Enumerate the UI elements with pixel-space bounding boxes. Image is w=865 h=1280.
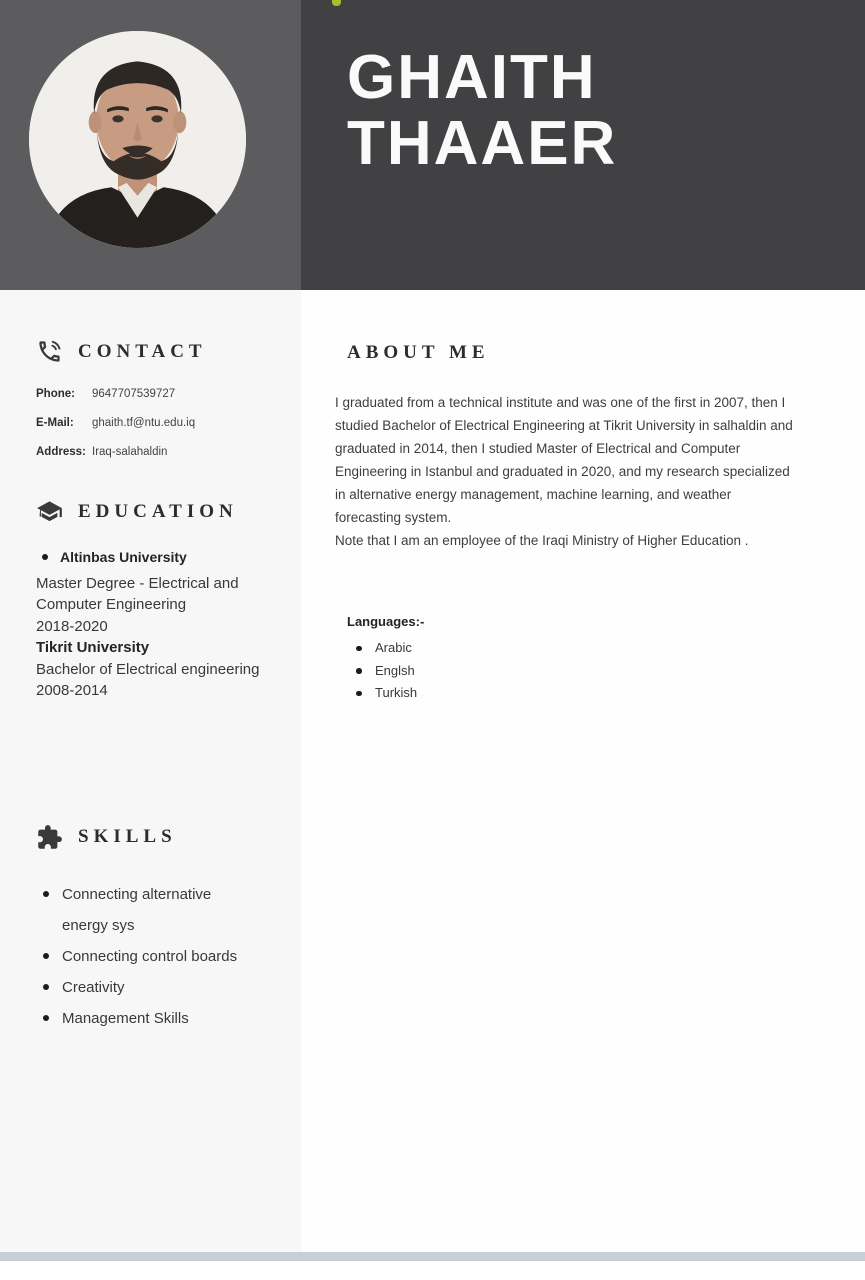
email-label: E-Mail: bbox=[36, 417, 74, 429]
education-degree: Bachelor of Electrical engineering bbox=[36, 660, 260, 678]
first-name: GHAITH bbox=[347, 43, 597, 112]
person-name bbox=[347, 45, 617, 177]
contact-row-email bbox=[36, 417, 281, 429]
last-name: THAAER bbox=[347, 109, 618, 178]
sidebar bbox=[0, 290, 301, 1252]
below-page-area bbox=[0, 1261, 865, 1280]
education-title: EDUCATION bbox=[78, 500, 238, 522]
language-item: Turkish bbox=[347, 682, 805, 705]
skill-item: Connecting alternative energy sys bbox=[36, 879, 241, 941]
education-entry bbox=[36, 637, 288, 702]
education-entry bbox=[36, 547, 288, 637]
about-section bbox=[335, 342, 805, 552]
graduation-cap-icon bbox=[36, 498, 63, 525]
puzzle-icon bbox=[36, 824, 63, 851]
education-list bbox=[36, 547, 288, 702]
skills-title: SKILLS bbox=[78, 826, 177, 847]
contact-heading bbox=[36, 338, 281, 365]
languages-title: Languages:- bbox=[347, 614, 425, 629]
address-value: Iraq-salahaldin bbox=[92, 446, 168, 458]
skills-section bbox=[36, 824, 281, 1034]
education-section bbox=[36, 498, 281, 702]
skill-item: Management Skills bbox=[36, 1003, 241, 1034]
email-value: ghaith.tf@ntu.edu.iq bbox=[92, 417, 196, 429]
about-heading bbox=[335, 342, 805, 364]
about-title: ABOUT ME bbox=[347, 342, 490, 363]
phone-icon bbox=[36, 338, 63, 365]
contact-row-phone bbox=[36, 388, 281, 400]
education-years: 2008-2014 bbox=[36, 682, 108, 699]
skills-heading bbox=[36, 824, 281, 851]
education-school: Altinbas University bbox=[36, 547, 288, 569]
address-label: Address: bbox=[36, 446, 86, 458]
contact-list bbox=[36, 388, 281, 458]
education-degree: Master Degree - Electrical and Computer Engineering bbox=[36, 574, 239, 613]
languages-list bbox=[347, 637, 805, 705]
about-paragraph: I graduated from a technical institute and was one of the first in 2007, then I studied Bachelor of Electrical Engineering at Tikrit University in salhaldin and graduated in 2014, then I studied Master of Electrical and Computer Engineering in Istanbul and graduated in 2020, and my research specialized in alternative energy management, machine learning, and weather forecasting system. bbox=[335, 395, 793, 525]
profile-photo bbox=[29, 31, 246, 248]
skills-list bbox=[36, 879, 241, 1034]
body-columns bbox=[0, 290, 865, 1252]
main-column bbox=[301, 290, 865, 1252]
education-years: 2018-2020 bbox=[36, 617, 108, 635]
education-heading bbox=[36, 498, 281, 525]
contact-section bbox=[36, 338, 281, 458]
phone-value: 9647707539727 bbox=[92, 388, 176, 400]
language-item: Arabic bbox=[347, 637, 805, 660]
page-bottom-edge bbox=[0, 1252, 865, 1261]
skill-item: Creativity bbox=[36, 972, 241, 1003]
education-school: Tikrit University bbox=[36, 639, 150, 656]
portrait-illustration bbox=[29, 31, 246, 248]
about-note: Note that I am an employee of the Iraqi Ministry of Higher Education . bbox=[335, 533, 749, 548]
contact-row-address bbox=[36, 446, 281, 458]
phone-label: Phone: bbox=[36, 388, 75, 400]
language-item: Englsh bbox=[347, 660, 805, 683]
contact-title: CONTACT bbox=[78, 340, 207, 362]
languages-section bbox=[335, 614, 805, 705]
skill-item: Connecting control boards bbox=[36, 941, 241, 972]
